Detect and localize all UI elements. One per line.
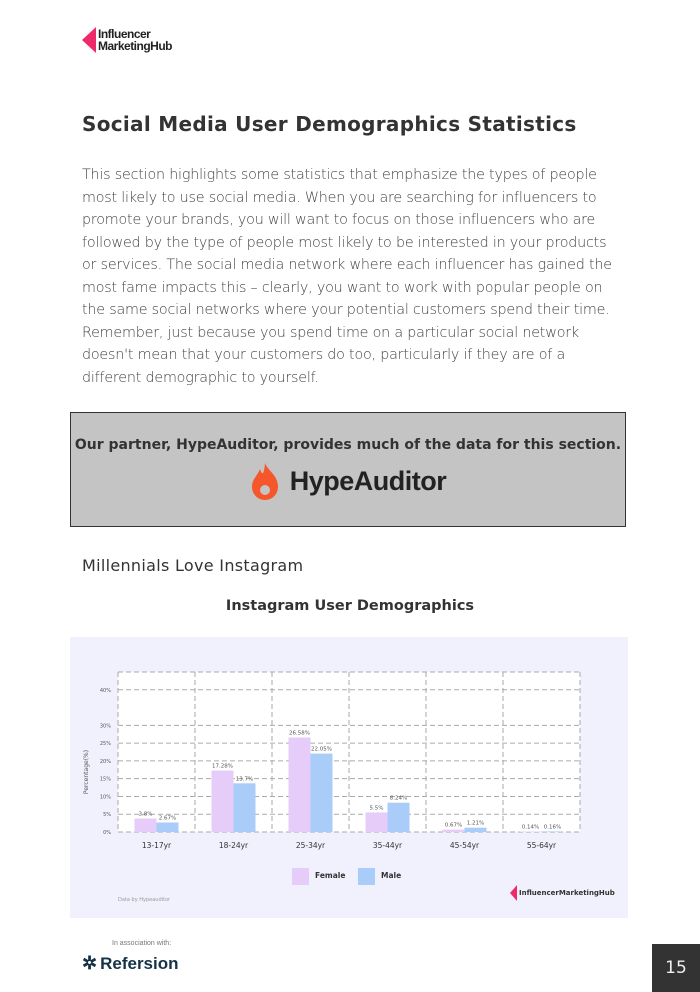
data-label: 1.21%: [466, 820, 485, 827]
bar-male: [465, 828, 487, 832]
flame-icon: [250, 461, 280, 501]
chart-title: Instagram User Demographics: [225, 598, 475, 614]
y-axis-label: Percentage(%): [83, 749, 90, 795]
x-tick-label: 55-64yr: [526, 841, 557, 850]
data-label: 2.67%: [158, 815, 177, 822]
hypeauditor-name: HypeAuditor: [289, 465, 447, 496]
data-label: 0.67%: [444, 822, 463, 829]
y-tick-label: 40%: [99, 687, 111, 694]
partner-text: Our partner, HypeAuditor, provides much of the data for this section.: [74, 437, 622, 453]
x-tick-label: 13-17yr: [141, 841, 172, 850]
legend-label: Male: [381, 871, 402, 880]
y-tick-label: 15%: [99, 776, 111, 783]
logo-line2: MarketingHub: [98, 39, 173, 53]
data-label: 3.8%: [138, 811, 153, 818]
page-number: 15: [652, 944, 700, 992]
legend-label: Female: [315, 871, 346, 880]
bar-male: [234, 783, 256, 832]
data-label: 17.28%: [212, 763, 233, 770]
x-tick-label: 35-44yr: [372, 841, 403, 850]
bar-chart: [70, 637, 628, 918]
bar-female: [443, 830, 465, 832]
association-label: In association with:: [112, 940, 172, 947]
x-tick-label: 25-34yr: [295, 841, 326, 850]
data-label: 0.14%: [521, 824, 540, 831]
y-tick-label: 0%: [103, 830, 111, 836]
legend-swatch-female: [292, 868, 309, 885]
chart-source: Data by Hypeauditor: [118, 897, 171, 903]
data-label: 5.5%: [369, 805, 384, 812]
partner-box: [70, 412, 626, 527]
logo-icon: [82, 27, 96, 53]
section-subheading: Millennials Love Instagram: [82, 556, 304, 575]
data-label: 22.05%: [311, 746, 332, 753]
legend-swatch-male: [358, 868, 375, 885]
bar-female: [212, 771, 234, 832]
page-title: Social Media User Demographics Statistics: [82, 112, 577, 136]
y-tick-label: 25%: [99, 741, 111, 748]
refersion-name: Refersion: [100, 953, 179, 973]
bar-female: [366, 812, 388, 832]
bar-male: [388, 803, 410, 832]
x-tick-label: 18-24yr: [218, 841, 249, 850]
intro-paragraph: This section highlights some statistics that emphasize the types of people most likely to use social media. When you are searching for influencers to promote your brands, you will want to focus on those influencers who are followed by the type of people most likely to be interested in your products or services. The social media network where each influencer has gained the most fame impacts this – clearly, you want to work with popular people on the same social networks where your potential customers spend their time. Remember, just because you spend time on a particular social network doesn't mean that your customers do too, particularly if they are of a different demographic to yourself.: [82, 167, 612, 386]
data-label: 13.7%: [235, 776, 254, 783]
bar-male: [311, 754, 333, 832]
refersion-icon: ✲: [82, 953, 98, 973]
chart-watermark: InfluencerMarketingHub: [519, 889, 615, 897]
hypeauditor-logo[interactable]: [71, 461, 625, 501]
influencer-marketing-hub-logo[interactable]: [82, 27, 172, 53]
bar-male: [542, 831, 564, 832]
x-tick-label: 45-54yr: [449, 841, 480, 850]
data-label: 26.58%: [289, 730, 310, 737]
data-label: 0.16%: [543, 824, 562, 831]
chart-panel: [70, 637, 628, 918]
y-tick-label: 20%: [99, 758, 111, 765]
watermark-logo-icon: [510, 885, 517, 901]
bar-male: [157, 823, 179, 832]
bar-female: [135, 818, 157, 832]
y-tick-label: 30%: [99, 723, 111, 730]
y-tick-label: 10%: [99, 794, 111, 801]
logo-line1: Influencer: [98, 27, 151, 41]
refersion-logo[interactable]: [82, 953, 179, 974]
y-tick-label: 5%: [103, 812, 111, 819]
bar-female: [289, 737, 311, 832]
data-label: 8.24%: [389, 795, 408, 802]
